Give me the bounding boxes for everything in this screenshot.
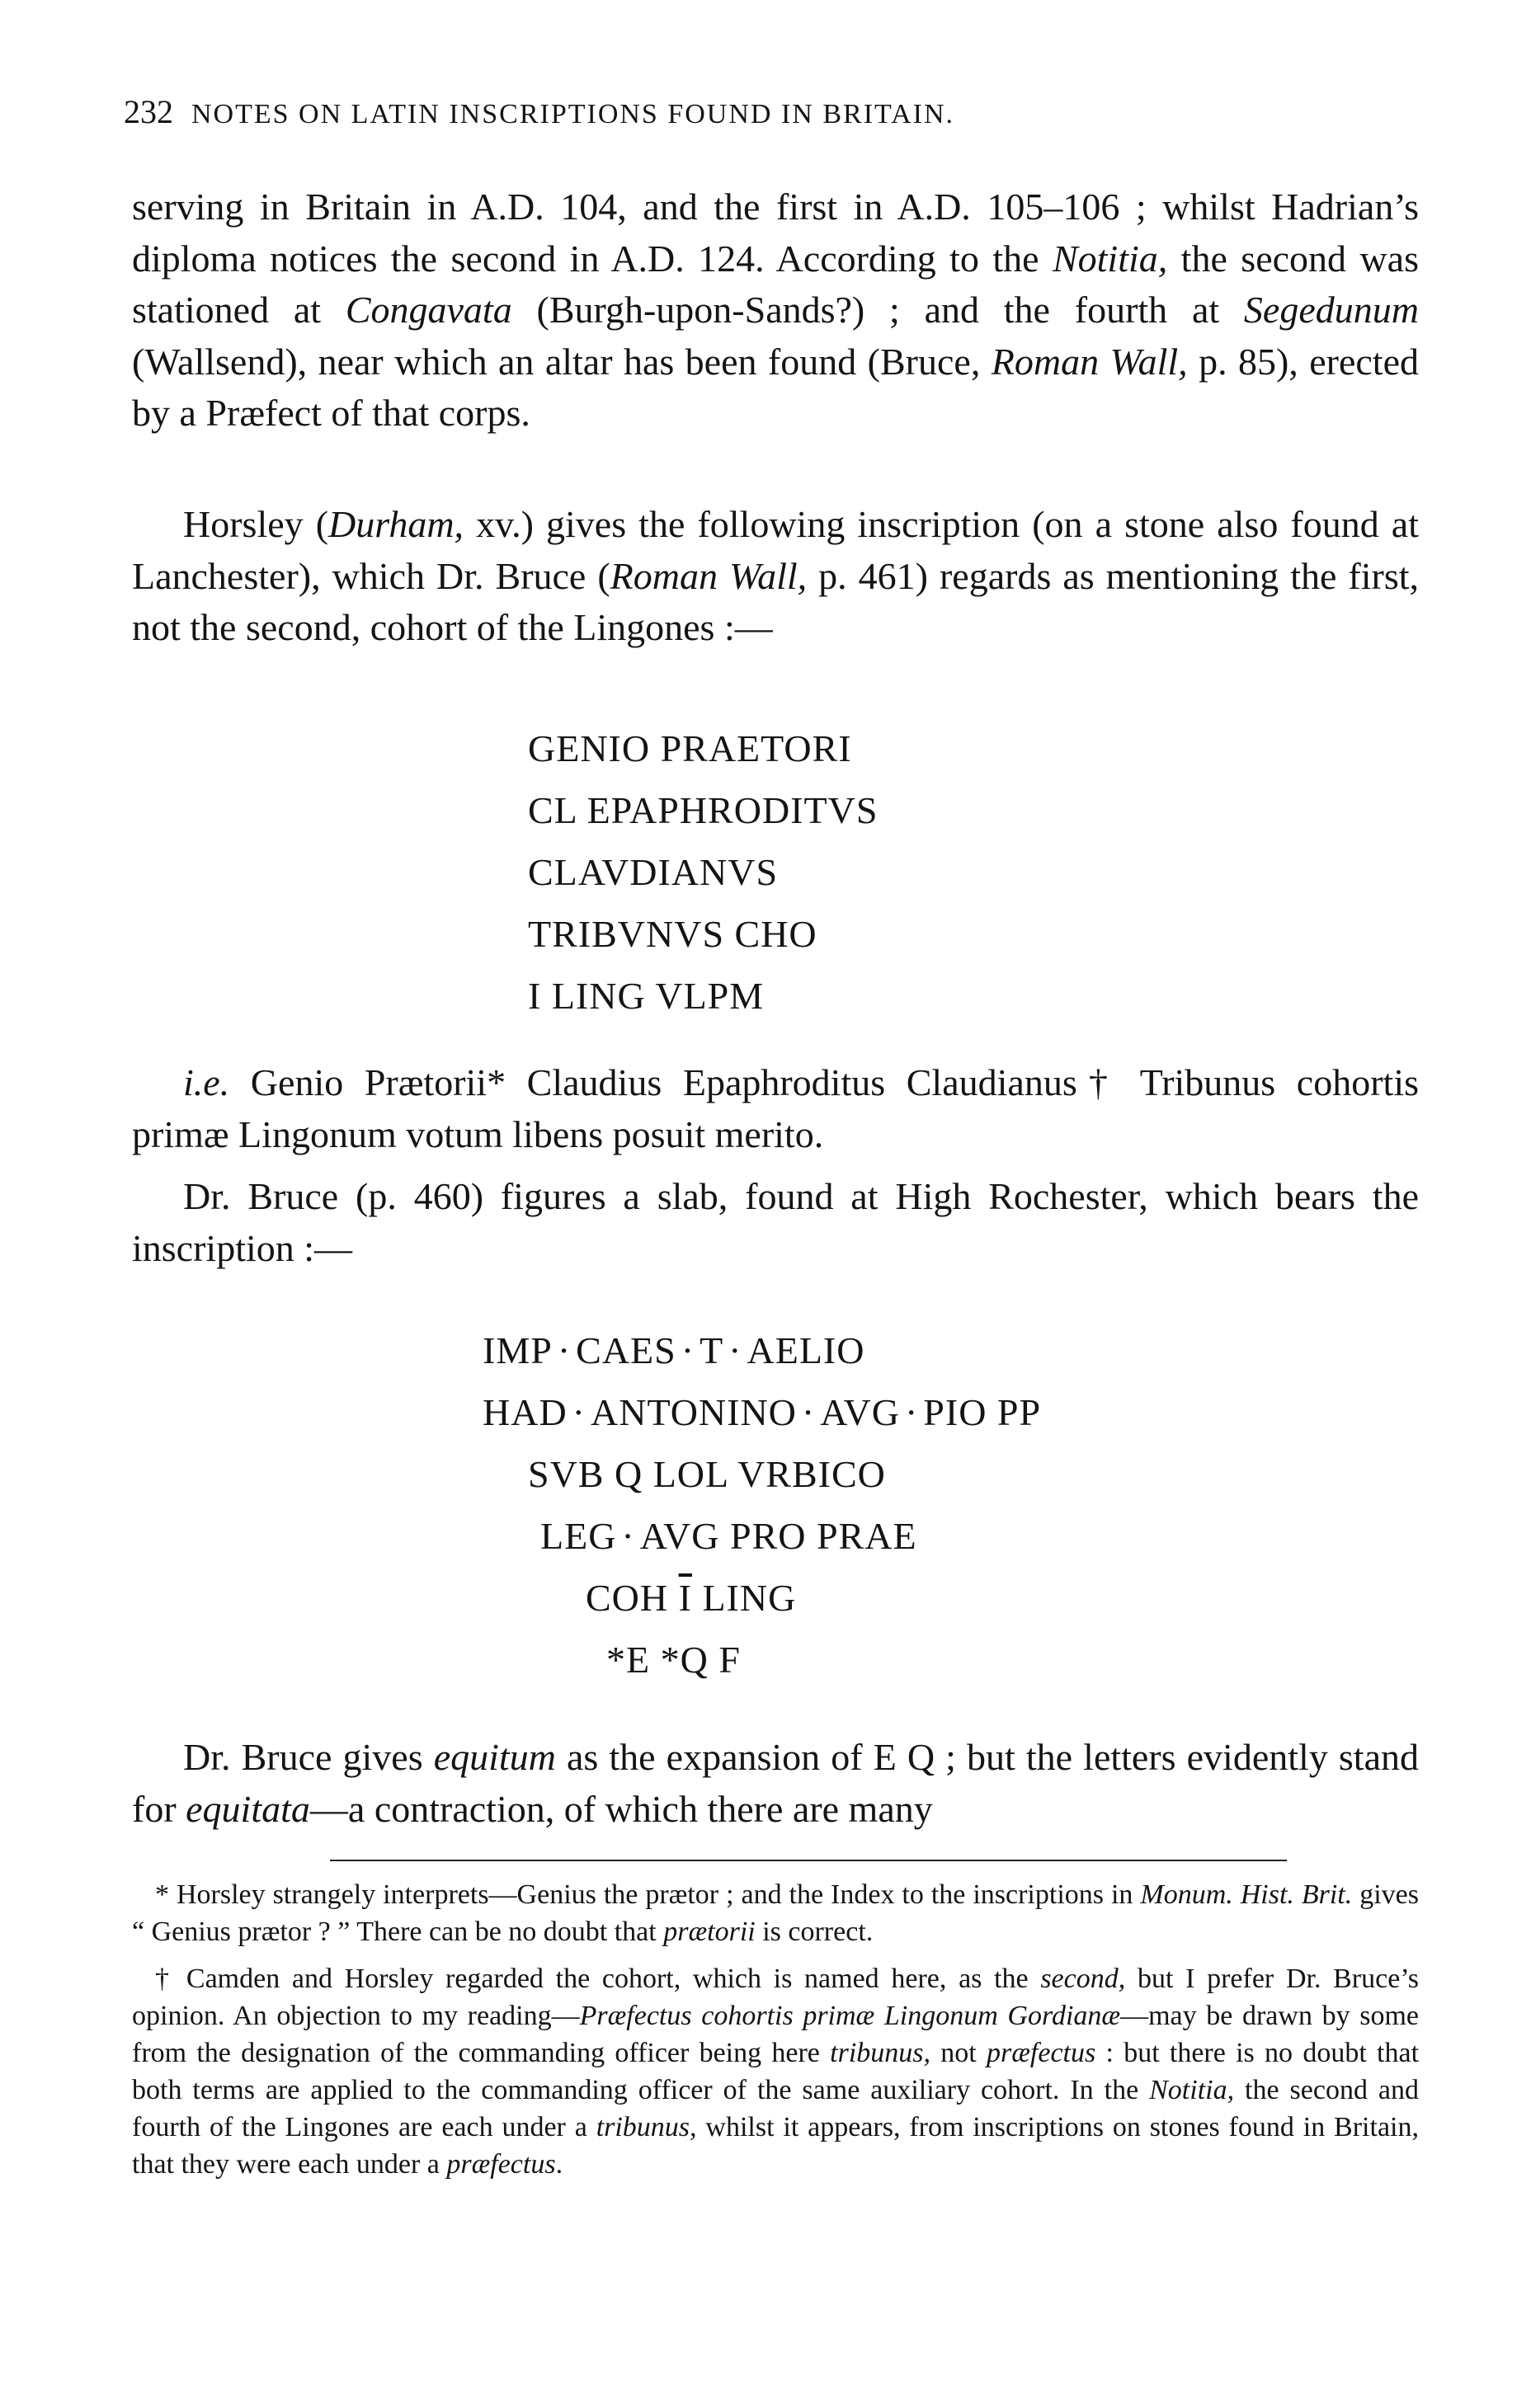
word: HAD bbox=[483, 1391, 568, 1433]
text-run: p. 461) regards as mentioning the first, not the second, cohort of the Lingones :— bbox=[132, 554, 1420, 648]
text-run: (Burgh-upon-Sands?) ; and the fourth at bbox=[511, 289, 1244, 331]
inscription-2 bbox=[483, 1319, 1041, 1691]
interpunct: · bbox=[557, 1329, 572, 1371]
footnote-2 bbox=[132, 1960, 1419, 2183]
italic-run: Durham, bbox=[328, 503, 464, 545]
inscription-line bbox=[483, 1505, 1041, 1567]
italic-run: Præfectus cohortis primæ Lingonum Gordianæ bbox=[579, 2001, 1121, 2031]
paragraph-1 bbox=[132, 181, 1419, 440]
interpunct: · bbox=[681, 1329, 695, 1371]
paragraph-2 bbox=[132, 499, 1419, 654]
text-run: : but there is no doubt that both terms are applied to the commanding officer of the same auxiliary cohort. In the bbox=[132, 2038, 1420, 2105]
text-run: —may be drawn by some from the designation of the commanding officer being here bbox=[132, 2001, 1419, 2068]
word: COH bbox=[586, 1577, 679, 1619]
word: ANTONINO bbox=[591, 1391, 797, 1433]
inscription-line: CLAVDIANVS bbox=[528, 851, 779, 893]
italic-run: i.e. bbox=[183, 1061, 230, 1103]
inscription-line: SVB Q LOL VRBICO bbox=[528, 1453, 886, 1495]
italic-run: Roman Wall, bbox=[991, 340, 1188, 383]
interpunct: · bbox=[728, 1329, 742, 1371]
word: AVG PRO PRAE bbox=[639, 1515, 917, 1557]
italic-run: second, bbox=[1040, 1964, 1126, 1994]
footnote-1 bbox=[132, 1876, 1419, 1950]
interpunct: · bbox=[621, 1515, 635, 1557]
text-run: the second was stationed at bbox=[132, 237, 1419, 331]
text-run: Dr. Bruce (p. 460) figures a slab, found at High Rochester, which bears the inscription :— bbox=[132, 1175, 1419, 1269]
running-header bbox=[124, 92, 1411, 131]
text-run: whilst it appears, from inscriptions on stones found in Britain, that they were each under a bbox=[132, 2112, 1419, 2180]
text-run: not bbox=[930, 2038, 987, 2068]
text-run: Genio Prætorii* Claudius Epaphroditus Claudianus† Tribunus cohortis primæ Lingonum votum libens posuit merito. bbox=[132, 1061, 1419, 1155]
text-run: is correct. bbox=[755, 1917, 874, 1947]
inscription-line: TRIBVNVS CHO bbox=[528, 913, 817, 955]
word: AELIO bbox=[747, 1329, 865, 1371]
text-run: —a contraction, of which there are many bbox=[309, 1787, 933, 1830]
text-run: the second and fourth of the Lingones are each under a bbox=[132, 2075, 1419, 2142]
text-run: gives “ Genius prætor ? ” There can be no doubt that bbox=[132, 1879, 1419, 1947]
word: IMP bbox=[483, 1329, 553, 1371]
running-title: NOTES ON LATIN INSCRIPTIONS FOUND IN BRITAIN. bbox=[191, 99, 954, 129]
italic-run: Notitia, bbox=[1052, 237, 1168, 280]
italic-run: equitata bbox=[186, 1787, 310, 1830]
word: AVG bbox=[820, 1391, 900, 1433]
numeral-with-bar: $\overline{I}$ bbox=[678, 1577, 692, 1619]
italic-run: Roman Wall, bbox=[610, 554, 808, 597]
italic-run: Segedunum bbox=[1243, 289, 1419, 331]
italic-run: prætorii bbox=[663, 1917, 756, 1947]
word: PIO PP bbox=[923, 1391, 1042, 1433]
italic-run: tribunus, bbox=[596, 2112, 697, 2142]
word: T bbox=[700, 1329, 724, 1371]
interpunct: · bbox=[801, 1391, 816, 1433]
inscription-line: *E *Q F bbox=[606, 1639, 741, 1681]
text-run: * Horsley strangely interprets—Genius the prætor ; and the Index to the inscriptions in bbox=[155, 1879, 1141, 1910]
italic-run: præfectus bbox=[446, 2149, 556, 2180]
inscription-line: I LING VLPM bbox=[528, 975, 765, 1017]
word: CAES bbox=[576, 1329, 676, 1371]
page-number: 232 bbox=[124, 93, 173, 130]
word: LING bbox=[691, 1577, 797, 1619]
text-run: (Wallsend), near which an altar has been found (Bruce, bbox=[132, 340, 992, 383]
text-run: Dr. Bruce gives bbox=[183, 1736, 434, 1778]
italic-run: Monum. Hist. Brit. bbox=[1140, 1879, 1353, 1910]
footnote-divider bbox=[330, 1860, 1287, 1861]
text-run: but I prefer Dr. Bruce’s opinion. An objection to my reading— bbox=[132, 1964, 1419, 2031]
inscription-1 bbox=[528, 717, 878, 1027]
italic-run: equitum bbox=[433, 1736, 556, 1778]
paragraph-5 bbox=[132, 1732, 1419, 1835]
italic-run: Notitia, bbox=[1149, 2075, 1235, 2105]
inscription-line bbox=[483, 1381, 1041, 1443]
paragraph-4 bbox=[132, 1171, 1419, 1274]
interpunct: · bbox=[572, 1391, 586, 1433]
text-run: as the expansion of E Q ; but the letters evidently stand for bbox=[132, 1736, 1419, 1830]
text-run: xv.) gives the following inscription (on a stone also found at Lanchester), which Dr. Bruce ( bbox=[132, 503, 1419, 597]
inscription-line bbox=[483, 1567, 1041, 1629]
text-run: serving in Britain in A.D. 104, and the first in A.D. 105–106 ; whilst Hadrian’s diploma notices the second in A.D. 124. According to the bbox=[132, 186, 1419, 280]
word: LEG bbox=[540, 1515, 617, 1557]
text-run: . bbox=[555, 2149, 563, 2180]
inscription-line: GENIO PRAETORI bbox=[528, 727, 852, 769]
italic-run: Congavata bbox=[345, 289, 512, 331]
text-run: p. 85), erected by a Præfect of that corps. bbox=[132, 340, 1419, 434]
text-run: Horsley ( bbox=[183, 503, 329, 545]
italic-run: tribunus, bbox=[830, 2038, 931, 2068]
italic-run: præfectus bbox=[987, 2038, 1096, 2068]
text-run: † Camden and Horsley regarded the cohort, which is named here, as the bbox=[155, 1964, 1041, 1994]
inscription-line bbox=[483, 1319, 1041, 1381]
interpunct: · bbox=[904, 1391, 919, 1433]
footnotes bbox=[132, 1876, 1419, 2183]
paragraph-3 bbox=[132, 1057, 1419, 1160]
inscription-line: CL EPAPHRODITVS bbox=[528, 789, 879, 831]
